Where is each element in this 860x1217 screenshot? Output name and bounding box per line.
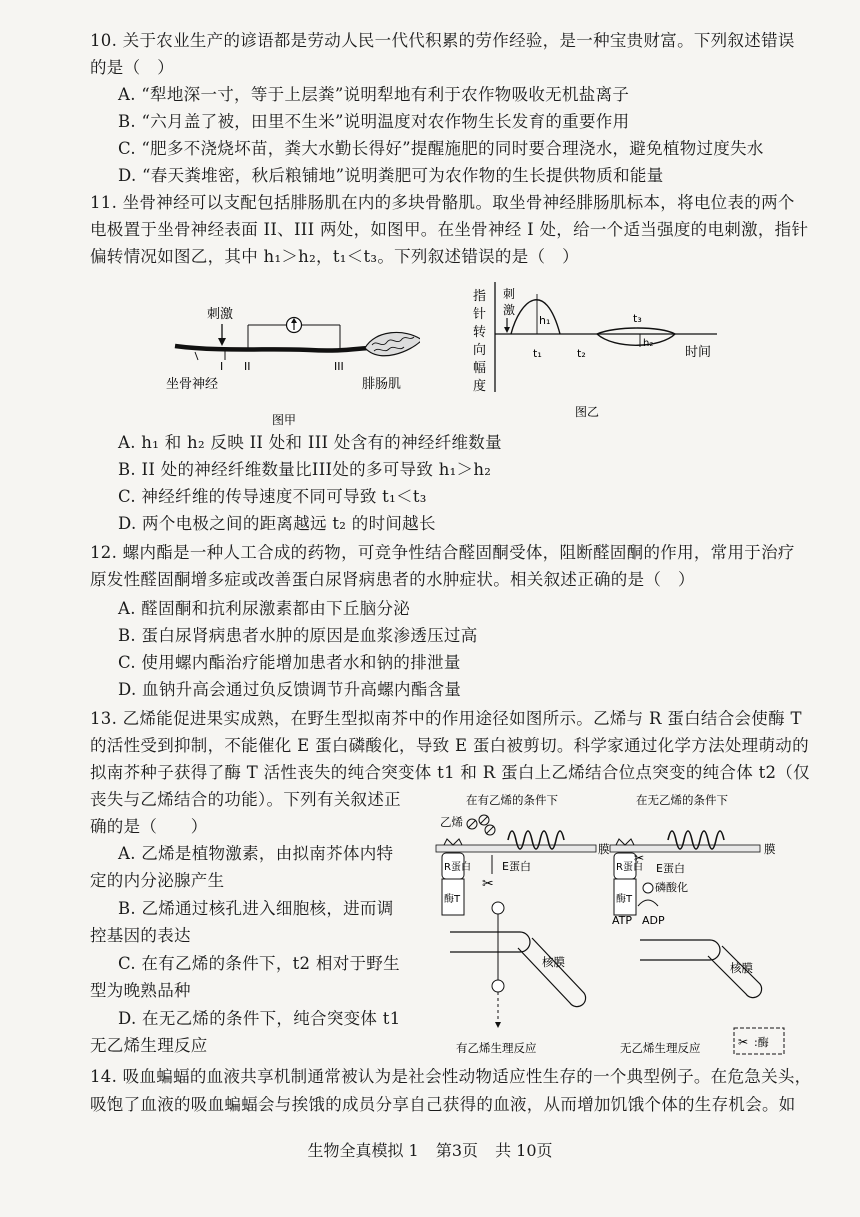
fig-jia-nerve-label: 坐骨神经 xyxy=(166,377,219,392)
q13-option-b-line2: 控基因的表达 xyxy=(90,926,191,945)
svg-text:向: 向 xyxy=(473,343,487,358)
fig13-right-result: 无乙烯生理反应 xyxy=(620,1041,701,1055)
fig-jia-point-1: I xyxy=(220,360,224,373)
q11-option-b: B. II 处的神经纤维数量比III处的多可导致 h₁＞h₂ xyxy=(118,460,492,479)
q10-stem-line2: 的是（ ） xyxy=(90,58,174,77)
fig-yi-stim-1: 刺 xyxy=(503,287,516,301)
q14-stem-line1: 14. 吸血蝙蝠的血液共享机制通常被认为是社会性动物适应性生存的一个典型例子。在危急关头， xyxy=(90,1067,812,1086)
q11-option-c: C. 神经纤维的传导速度不同可导致 t₁＜t₃ xyxy=(118,487,427,506)
figure-jia xyxy=(160,290,420,430)
svg-text:针: 针 xyxy=(473,307,487,322)
q13-stem-line4: 丧失与乙烯结合的功能）。下列有关叙述正 xyxy=(90,790,401,809)
q12-stem-line2: 原发性醛固酮增多症或改善蛋白尿肾病患者的水肿症状。相关叙述正确的是（ ） xyxy=(90,570,695,589)
footer-subject: 生物全真模拟 1 xyxy=(307,1141,419,1160)
fig-jia-point-2: II xyxy=(244,360,251,373)
fig-yi-ylabel xyxy=(473,288,486,394)
svg-text:幅: 幅 xyxy=(473,361,487,376)
fig13-legend-label: :酶 xyxy=(754,1036,769,1049)
q13-stem-line2: 的活性受到抑制，不能催化 E 蛋白磷酸化，导致 E 蛋白被剪切。科学家通过化学方法处理萌动的 xyxy=(90,736,809,755)
fig13-right-phos-label: 磷酸化 xyxy=(655,881,688,894)
fig13-right-atp: ATP xyxy=(612,914,633,927)
footer-total: 共 10页 xyxy=(495,1141,553,1160)
fig13-left-result: 有乙烯生理反应 xyxy=(456,1041,537,1055)
fig13-left-nuclear-envelope-top xyxy=(450,932,530,952)
q11-stem-line1: 11. 坐骨神经可以支配包括腓肠肌在内的多块骨骼肌。取坐骨神经腓肠肌标本，将电位表的两个 xyxy=(90,193,795,212)
q13-option-a-line1: A. 乙烯是植物激素，由拟南芥体内特 xyxy=(118,844,394,863)
fig-yi-caption: 图乙 xyxy=(575,405,600,419)
q13-stem-line5: 确的是（ ） xyxy=(90,817,208,836)
q10-option-a: A. “犁地深一寸，等于上层粪”说明犁地有利于农作物吸收无机盐离子 xyxy=(118,85,630,104)
q12-option-b: B. 蛋白尿肾病患者水肿的原因是血浆渗透压过高 xyxy=(118,626,478,645)
fig-yi-t1: t₁ xyxy=(533,347,542,360)
fig-jia-caption: 图甲 xyxy=(272,413,297,427)
fig13-ethylene-label: 乙烯 xyxy=(440,815,463,829)
q10-option-d: D. “春天粪堆密，秋后粮铺地”说明粪肥可为农作物的生长提供物质和能量 xyxy=(118,166,664,185)
q12-stem-line1: 12. 螺内酯是一种人工合成的药物，可竞争性结合醛固酮受体，阻断醛固酮的作用，常用于治疗 xyxy=(90,543,795,562)
stim-arrow-icon xyxy=(218,338,226,346)
fig13-left-nuclear-label: 核膜 xyxy=(542,955,565,969)
fig13-left-e-protein: E蛋白 xyxy=(502,860,531,873)
fig13-left-title: 在有乙烯的条件下 xyxy=(466,793,558,807)
fig13-left-r-protein: R蛋白 xyxy=(444,862,471,873)
q13-option-d-line2: 无乙烯生理反应 xyxy=(90,1036,208,1055)
fig13-left-enzyme: 酶T xyxy=(444,894,461,905)
q13-option-c-line2: 型为晚熟品种 xyxy=(90,981,191,1000)
svg-text:转: 转 xyxy=(473,325,487,340)
fig-jia-stim-label: 刺激 xyxy=(207,307,234,322)
fig13-right-e-protein: E蛋白 xyxy=(656,862,685,875)
q10-option-b: B. “六月盖了被，田里不生米”说明温度对农作物生长发育的重要作用 xyxy=(118,112,630,131)
fig13-right-title: 在无乙烯的条件下 xyxy=(636,793,728,807)
q12-option-c: C. 使用螺内酯治疗能增加患者水和钠的排泄量 xyxy=(118,653,461,672)
q12-option-d: D. 血钠升高会通过负反馈调节升高螺内酯含量 xyxy=(118,680,462,699)
svg-text:度: 度 xyxy=(473,379,487,394)
fig-yi-wave-up xyxy=(511,300,560,334)
figure-yi xyxy=(465,280,730,430)
q10-stem-line1: 10. 关于农业生产的谚语都是劳动人民一代代积累的劳作经验，是一种宝贵财富。下列叙述错误 xyxy=(90,31,795,50)
fig13-left-membrane xyxy=(436,845,596,852)
fig13-right-membrane xyxy=(610,845,760,852)
fig-jia-point-3: III xyxy=(334,360,344,373)
fig13-right-adp: ADP xyxy=(642,914,665,927)
footer-page: 第3页 xyxy=(435,1141,478,1160)
fig13-right-r-protein: R蛋白 xyxy=(616,862,643,873)
q11-stem-line2: 电极置于坐骨神经表面 II、III 两处，如图甲。在坐骨神经 I 处，给一个适当强度的电刺激，指针 xyxy=(90,220,809,239)
fig-yi-h2: h₂ xyxy=(643,338,654,349)
scissors-icon: ✂ xyxy=(482,876,494,892)
figure-ethylene-pathway xyxy=(430,790,805,1062)
fig-yi-t2: t₂ xyxy=(577,347,586,360)
fig13-right-enzyme: 酶T xyxy=(616,894,633,905)
q13-option-b-line1: B. 乙烯通过核孔进入细胞核，进而调 xyxy=(118,899,394,918)
page-footer xyxy=(0,1138,860,1161)
fig-yi-xlabel: 时间 xyxy=(685,345,712,360)
q11-stem-line3: 偏转情况如图乙，其中 h₁＞h₂，t₁＜t₃。下列叙述错误的是（ ） xyxy=(90,247,579,266)
fig-yi-t3: t₃ xyxy=(633,312,642,325)
q11-option-a: A. h₁ 和 h₂ 反映 II 处和 III 处含有的神经纤维数量 xyxy=(118,433,502,452)
q11-option-d: D. 两个电极之间的距离越远 t₂ 的时间越长 xyxy=(118,514,436,533)
fig13-right-membrane-label: 膜 xyxy=(764,842,776,856)
fig-yi-stim-2: 激 xyxy=(503,303,516,317)
svg-text:指: 指 xyxy=(473,289,487,304)
fig13-right-nuclear-label: 核膜 xyxy=(730,961,753,975)
q12-option-a: A. 醛固酮和抗利尿激素都由下丘脑分泌 xyxy=(118,599,411,618)
q14-stem-line2: 吸饱了血液的吸血蝙蝠会与挨饿的成员分享自己获得的血液，从而增加饥饿个体的生存机会。如 xyxy=(90,1095,796,1114)
fig-jia-muscle-label: 腓肠肌 xyxy=(362,377,402,392)
fig13-left-membrane-label: 膜 xyxy=(598,842,610,856)
scissors-icon: ✂ xyxy=(634,851,645,865)
q13-option-d-line1: D. 在无乙烯的条件下，纯合突变体 t1 xyxy=(118,1009,401,1028)
q10-option-c: C. “肥多不浇烧坏苗，粪大水勤长得好”提醒施肥的同时要合理浇水，避免植物过度失水 xyxy=(118,139,764,158)
scissors-icon: ✂ xyxy=(738,1035,749,1049)
fig13-right-nuclear-envelope-top xyxy=(640,940,720,960)
q13-option-c-line1: C. 在有乙烯的条件下，t2 相对于野生 xyxy=(118,954,400,973)
q13-stem-line3: 拟南芥种子获得了酶 T 活性丧失的纯合突变体 t1 和 R 蛋白上乙烯结合位点突变的纯合体 t2（仅 xyxy=(90,763,810,782)
q13-option-a-line2: 定的内分泌腺产生 xyxy=(90,871,225,890)
fig-yi-h1: h₁ xyxy=(539,314,551,327)
fig-yi-wave-down xyxy=(597,328,675,345)
q13-stem-line1: 13. 乙烯能促进果实成熟，在野生型拟南芥中的作用途径如图所示。乙烯与 R 蛋白结合会使酶 T xyxy=(90,709,802,728)
